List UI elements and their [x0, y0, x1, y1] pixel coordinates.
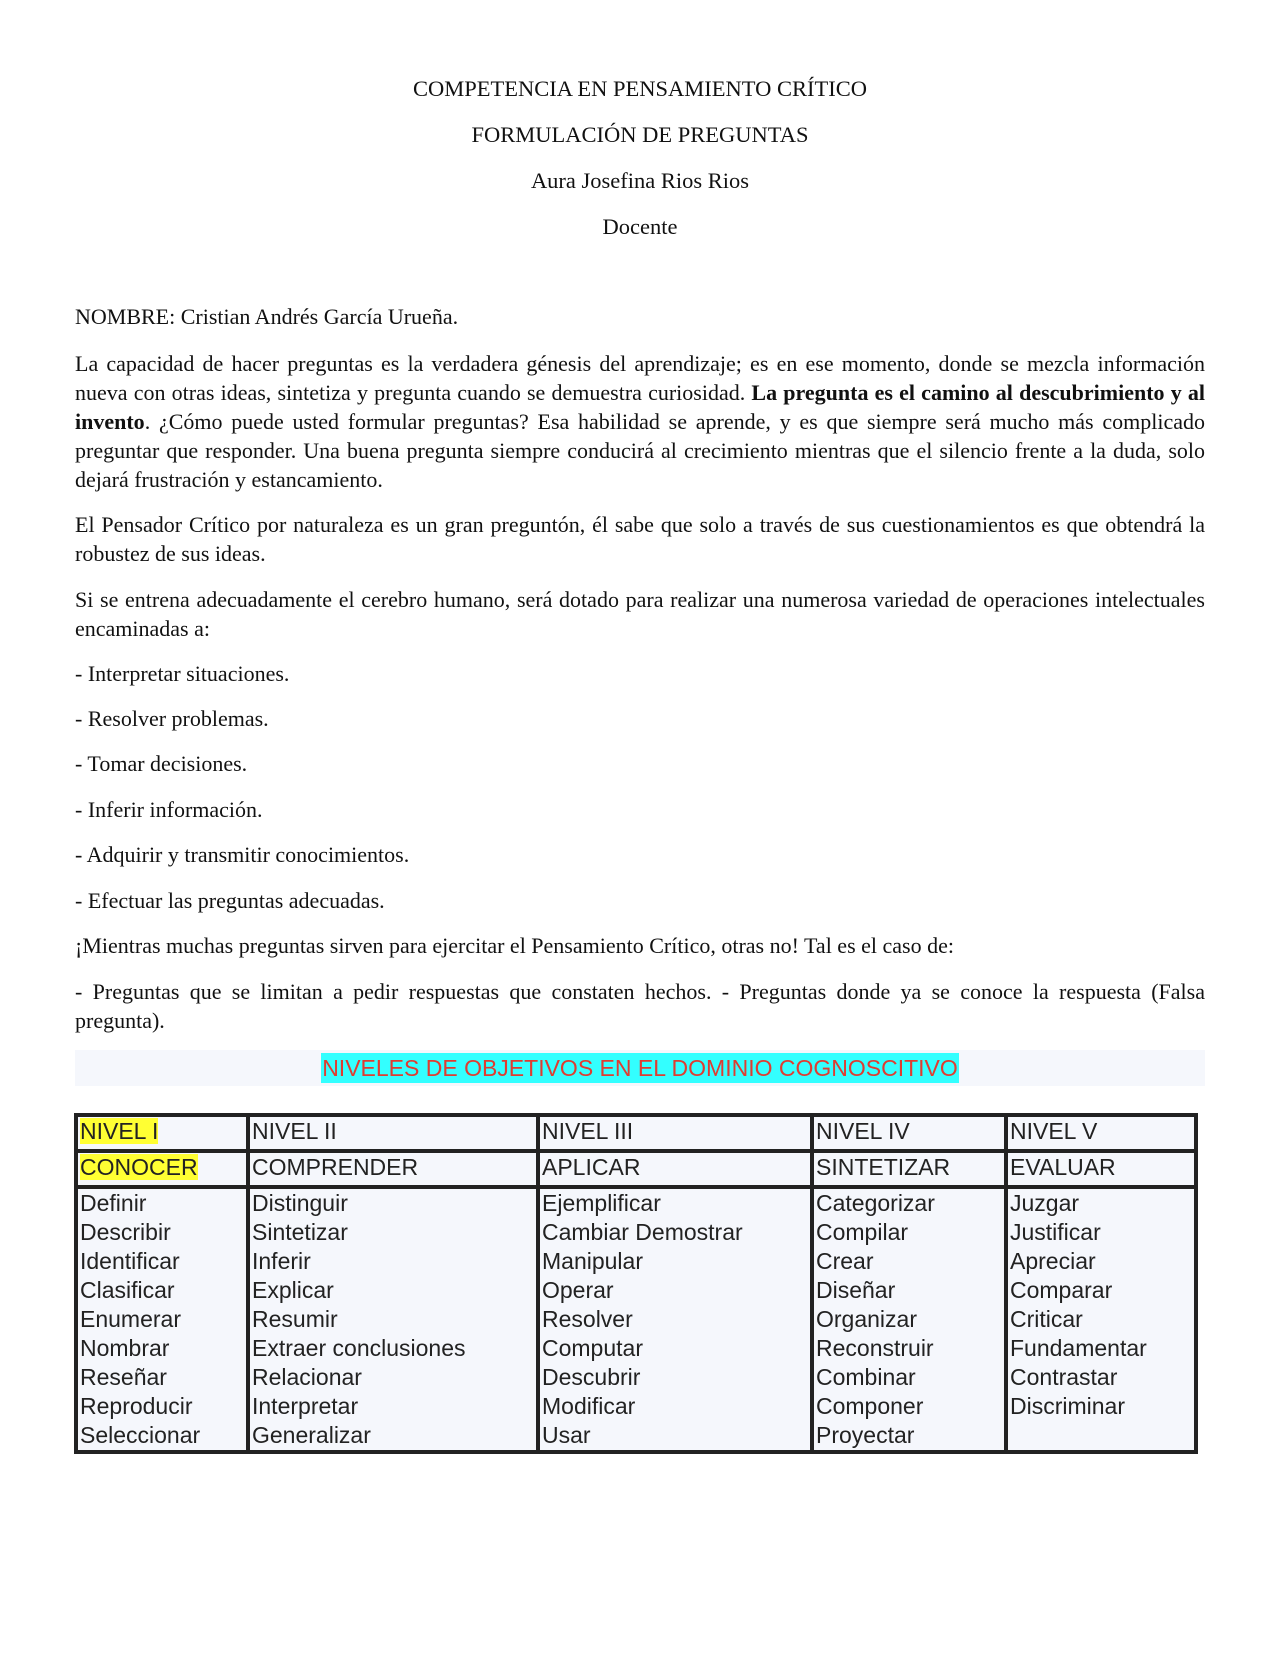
verb-item: Combinar: [816, 1364, 916, 1390]
verb-item: Distinguir: [252, 1190, 348, 1216]
paragraph-intro-bold: La pregunta es el camino al descubrimiento y al invento: [75, 380, 1205, 434]
verb-item: Nombrar: [80, 1335, 170, 1361]
verbs-cell: [812, 1187, 1006, 1452]
verb-item: Proyectar: [816, 1422, 915, 1448]
verbs-cell: [248, 1187, 538, 1452]
author-name: Aura Josefina Rios Rios: [530, 168, 750, 193]
verb-item: Describir: [80, 1219, 171, 1245]
verbs-cell: [538, 1187, 812, 1452]
verb-item: Definir: [80, 1190, 147, 1216]
table-row-verbs: [76, 1187, 1196, 1452]
level-cell: NIVEL II: [248, 1115, 538, 1151]
bullet-item: - Resolver problemas.: [75, 706, 269, 731]
verb-item: Inferir: [252, 1248, 311, 1274]
verb-item: Categorizar: [816, 1190, 935, 1216]
table-banner: [75, 1050, 1205, 1086]
verb-item: Generalizar: [252, 1422, 371, 1448]
verb-item: Comparar: [1010, 1277, 1113, 1303]
verb-item: Modificar: [542, 1393, 636, 1419]
paragraph-intro-part-a: La capacidad de hacer preguntas es la verdadera génesis del aprendizaje; es en ese momento, donde se mezcla información nueva con otras ideas, sintetiza y pregunta cuando se demuestra curiosidad.: [75, 351, 1205, 405]
bullet-item: - Tomar decisiones.: [75, 751, 248, 776]
verb-item: Computar: [542, 1335, 643, 1361]
bullet-item: - Interpretar situaciones.: [75, 661, 290, 686]
verb-item: Organizar: [816, 1306, 917, 1332]
bullet-item: - Adquirir y transmitir conocimientos.: [75, 842, 410, 867]
paragraph-question-types: ¡Mientras muchas preguntas sirven para ejercitar el Pensamiento Crítico, otras no! Tal es el caso de:: [75, 933, 954, 958]
verb-item: Enumerar: [80, 1306, 181, 1332]
level-cell: NIVEL IV: [812, 1115, 1006, 1151]
document-title: COMPETENCIA EN PENSAMIENTO CRÍTICO: [413, 76, 867, 101]
category-label-highlighted: CONOCER: [80, 1154, 198, 1180]
verb-item: Extraer conclusiones: [252, 1335, 466, 1361]
verb-item: Apreciar: [1010, 1248, 1096, 1274]
table-banner-text: NIVELES DE OBJETIVOS EN EL DOMINIO COGNOSCITIVO: [322, 1055, 958, 1081]
verb-item: Operar: [542, 1277, 614, 1303]
verb-item: Crear: [816, 1248, 874, 1274]
verb-item: Reseñar: [80, 1364, 167, 1390]
paragraph-brain-training: Si se entrena adecuadamente el cerebro humano, será dotado para realizar una numerosa variedad de operaciones intelectuales encaminadas a:: [75, 587, 1205, 641]
verb-item: Seleccionar: [80, 1422, 201, 1448]
category-cell: [76, 1151, 248, 1187]
verb-item: Relacionar: [252, 1364, 362, 1390]
student-name: NOMBRE: Cristian Andrés García Urueña.: [75, 304, 459, 329]
verb-item: Componer: [816, 1393, 924, 1419]
cognitive-levels-table: [74, 1113, 1198, 1454]
verb-item: Cambiar Demostrar: [542, 1219, 743, 1245]
author-role: Docente: [602, 214, 678, 239]
verb-item: Manipular: [542, 1248, 643, 1274]
verb-item: Contrastar: [1010, 1364, 1118, 1390]
level-cell: NIVEL III: [538, 1115, 812, 1151]
verb-item: Fundamentar: [1010, 1335, 1147, 1361]
verb-item: Resumir: [252, 1306, 338, 1332]
bullet-item: - Inferir información.: [75, 797, 263, 822]
category-cell: APLICAR: [538, 1151, 812, 1187]
paragraph-false-questions: - Preguntas que se limitan a pedir respuestas que constaten hechos. - Preguntas donde ya se conoce la respuesta (Falsa pregunta).: [75, 979, 1205, 1033]
category-cell: EVALUAR: [1006, 1151, 1196, 1187]
level-cell: [76, 1115, 248, 1151]
verb-item: Sintetizar: [252, 1219, 348, 1245]
verb-item: Ejemplificar: [542, 1190, 661, 1216]
category-cell: SINTETIZAR: [812, 1151, 1006, 1187]
paragraph-critical-thinker: El Pensador Crítico por naturaleza es un gran preguntón, él sabe que solo a través de sus cuestionamientos es que obtendrá la robustez de sus ideas.: [75, 512, 1205, 566]
verb-item: Compilar: [816, 1219, 909, 1245]
verb-item: Reconstruir: [816, 1335, 934, 1361]
verb-item: Usar: [542, 1422, 591, 1448]
verbs-cell: [1006, 1187, 1196, 1452]
verb-item: Reproducir: [80, 1393, 193, 1419]
verb-item: Descubrir: [542, 1364, 641, 1390]
verb-item: Justificar: [1010, 1219, 1101, 1245]
verb-item: Juzgar: [1010, 1190, 1080, 1216]
bullet-item: - Efectuar las preguntas adecuadas.: [75, 888, 385, 913]
verb-item: Interpretar: [252, 1393, 359, 1419]
category-cell: COMPRENDER: [248, 1151, 538, 1187]
verb-item: Diseñar: [816, 1277, 896, 1303]
paragraph-intro: [75, 349, 1205, 494]
verb-item: Explicar: [252, 1277, 334, 1303]
verb-item: Criticar: [1010, 1306, 1083, 1332]
level-cell: NIVEL V: [1006, 1115, 1196, 1151]
verb-item: Identificar: [80, 1248, 180, 1274]
level-label-highlighted: NIVEL I: [80, 1118, 159, 1144]
verb-item: Clasificar: [80, 1277, 175, 1303]
verbs-cell: [76, 1187, 248, 1452]
document-subtitle: FORMULACIÓN DE PREGUNTAS: [471, 122, 809, 147]
table-row-categories: [76, 1151, 1196, 1187]
table-row-levels: [76, 1115, 1196, 1151]
paragraph-intro-part-b: . ¿Cómo puede usted formular preguntas? Esa habilidad se aprende, y es que siempre será mucho más complicado preguntar que responder. Una buena pregunta siempre conducirá al crecimiento mientras que el silencio frente a la duda, solo dejará frustración y estancamiento.: [75, 409, 1205, 492]
verb-item: Resolver: [542, 1306, 633, 1332]
verb-item: Discriminar: [1010, 1393, 1125, 1419]
